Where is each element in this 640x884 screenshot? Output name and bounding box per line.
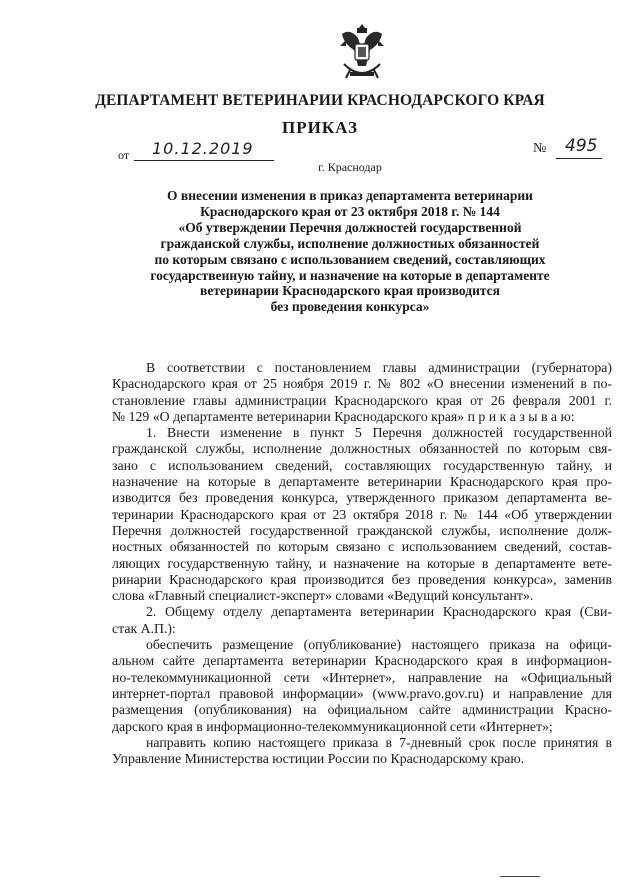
body-text-line: теринарии Краснодарского края от 23 октября 2018 г. № 144 «Об утверждении xyxy=(112,506,612,522)
body-text-line: В соответствии с постановлением главы администрации (губернатора) xyxy=(146,360,612,375)
body-text-line: ностных обязанностей по которым связано с использованием сведений, состав- xyxy=(112,539,612,555)
body-text-line: 2. Общему отделу департамента ветеринарии Краснодарского края (Сви- xyxy=(146,604,612,620)
body-text-line: Краснодарского края от 25 ноября 2019 г. № 802 «О внесении изменений в по- xyxy=(112,376,612,392)
title-line: «Об утверждении Перечня должностей государственной xyxy=(178,219,522,235)
city-label: г. Краснодар xyxy=(318,160,382,174)
body-text-line: но-телекоммуникационной сети «Интернет», направление на «Официальный xyxy=(112,669,612,685)
title-line: Краснодарского края от 23 октября 2018 г. № 144 xyxy=(200,203,500,219)
number-value: 495 xyxy=(565,136,598,156)
body-text-line: размещения (опубликования) на официальном сайте администрации Красно- xyxy=(112,702,612,718)
number-underline xyxy=(556,158,602,159)
document-body xyxy=(112,360,612,767)
body-text-line: Управление Министерства юстиции России по Краснодарскому краю. xyxy=(112,751,525,767)
footer-rule xyxy=(500,876,540,877)
body-text-line: слова «Главный специалист-эксперт» словами «Ведущий консультант». xyxy=(112,588,534,604)
title-line: гражданской службы, исполнение должностных обязанностей xyxy=(160,235,540,251)
number-prefix: № xyxy=(533,141,547,156)
body-text-line: зано с использованием сведений, составляющих государственную тайну, и xyxy=(112,457,612,473)
body-text-line: ринарии Краснодарского края производится без проведения конкурса», заменив xyxy=(112,571,612,587)
department-heading: ДЕПАРТАМЕНТ ВЕТЕРИНАРИИ КРАСНОДАРСКОГО КРАЯ xyxy=(95,92,545,109)
body-text-line: дарского края в информационно-телекоммуникационной сети «Интернет»; xyxy=(112,718,553,734)
title-line: О внесении изменения в приказ департамента ветеринарии xyxy=(167,188,533,203)
title-line: без проведения конкурса» xyxy=(270,299,430,315)
body-text-line: направить копию настоящего приказа в 7-дневный срок после принятия в xyxy=(146,734,612,750)
body-text-line: интернет-портал правовой информации» (www.pravo.gov.ru) и направление для xyxy=(112,685,612,701)
body-text-line: обеспечить размещение (опубликование) настоящего приказа на офици- xyxy=(146,637,612,653)
body-text-line: становление главы администрации Краснодарского края от 26 февраля 2001 г. xyxy=(112,392,612,408)
body-text-line: ляющих государственную тайну, и назначение на которые в департаменте вете- xyxy=(112,555,612,571)
body-text-line: Перечня должностей государственной гражданской службы, исполнение долж- xyxy=(112,522,612,538)
document-type-heading: ПРИКАЗ xyxy=(282,118,358,137)
body-text-line: альном сайте департамента ветеринарии Краснодарского края в информацион- xyxy=(112,653,612,669)
body-text-line: назначение на которые в департаменте ветеринарии Краснодарского края про- xyxy=(112,474,612,490)
title-line: государственную тайну, и назначение на которые в департаменте xyxy=(150,267,550,283)
title-line: по которым связано с использованием сведений, составляющих xyxy=(154,251,546,267)
body-text-line: гражданской службы, исполнение должностных обязанностей по которым свя- xyxy=(112,441,612,457)
body-text-line: стак А.П.): xyxy=(112,620,176,636)
body-text-line: № 129 «О департаменте ветеринарии Краснодарского края» п р и к а з ы в а ю: xyxy=(112,408,575,424)
body-text-line: 1. Внести изменение в пункт 5 Перечня должностей государственной xyxy=(146,425,612,441)
document-title xyxy=(120,188,580,315)
date-value: 10.12.2019 xyxy=(152,139,254,158)
title-line: ветеринарии Краснодарского края производится xyxy=(200,283,500,299)
coat-of-arms-emblem xyxy=(336,20,388,84)
date-prefix: от xyxy=(118,148,130,162)
body-text-line: изводится без проведения конкурса, утвержденного приказом департамента ве- xyxy=(112,490,612,506)
